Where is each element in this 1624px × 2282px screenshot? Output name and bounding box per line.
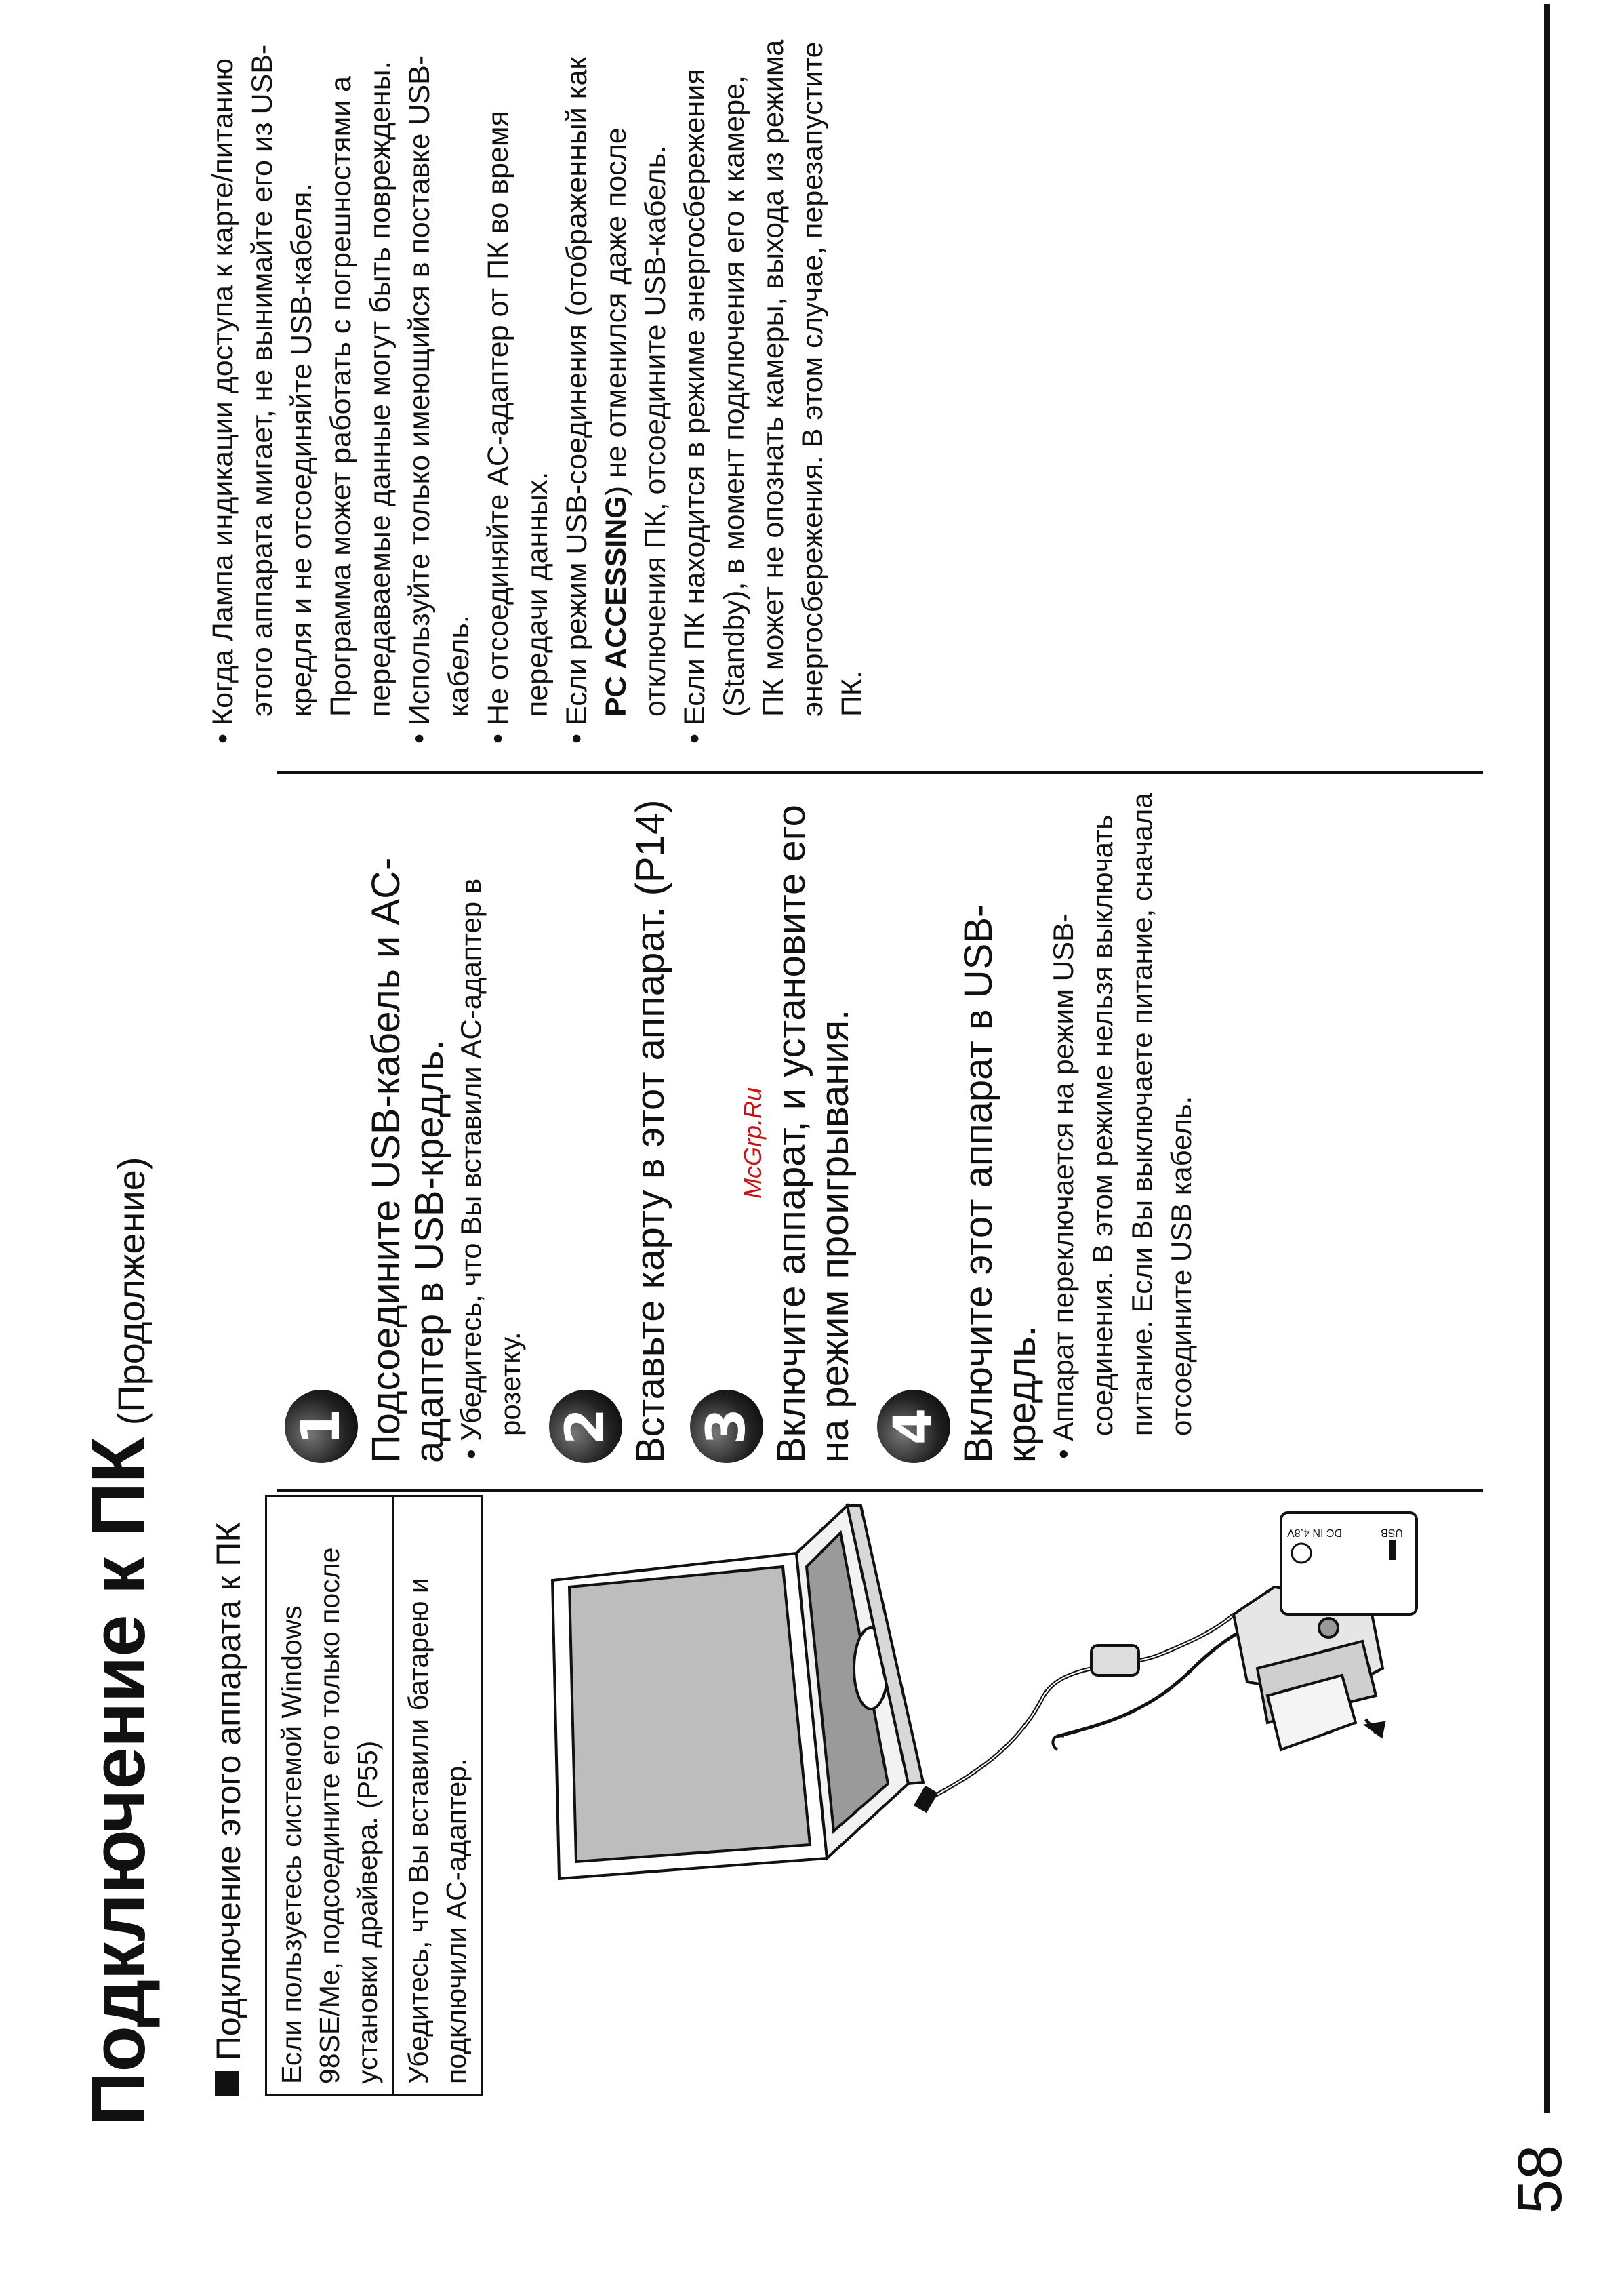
title-subtitle: (Продолжение)	[110, 1157, 153, 1426]
note-box-cell: Если пользуетесь системой Windows 98SE/Me, подсоедините его только после установки драйвера. (P55)	[276, 1547, 383, 2084]
ferrite-core	[1091, 1645, 1139, 1675]
note-item	[557, 35, 675, 746]
connection-illustration	[529, 1492, 1423, 2102]
page-title	[75, 1157, 162, 2126]
step-number-icon: 4	[877, 1390, 950, 1463]
step-text: Вставьте карту в этот аппарат. (P14)	[628, 799, 672, 1463]
note-text: ) не отменился даже после отключения ПК, отсоедините USB-кабель.	[600, 127, 672, 717]
step-text: Подсоедините USB-кабель и AC-адаптер в USB-кредль.	[364, 857, 451, 1463]
note-text: Если режим USB-соединения (отображенный как	[561, 56, 593, 725]
step-number-icon: 1	[285, 1390, 358, 1463]
step-3	[690, 792, 857, 1463]
footer-rule	[1544, 4, 1550, 2113]
sidebar	[207, 1499, 483, 2096]
step-4	[877, 792, 1201, 1463]
laptop-image	[552, 1506, 923, 1879]
step-1	[285, 792, 530, 1463]
ac-cable	[1057, 1628, 1247, 1736]
note-item: • Используйте только имеющийся в поставке USB-кабель.	[400, 35, 479, 746]
usb-plug	[914, 1786, 938, 1813]
note-box-cell: Убедитесь, что Вы вставили батарею и подключили AC-адаптер.	[392, 1497, 481, 2094]
note-item: • Когда Лампа индикации доступа к карте/питанию этого аппарата мигает, не вынимайте его из USB-кредля и не отсоединяйте USB-кабеля. Программа может работать с погрешностями а передаваемые данные могут быть повреждены.	[203, 35, 400, 746]
title-main: Подключение к ПК	[76, 1437, 161, 2126]
step-number-icon: 3	[690, 1390, 763, 1463]
note-item: • Не отсоединяйте AC-адаптер от ПК во время передачи данных.	[479, 35, 557, 746]
square-bullet-icon	[215, 2071, 239, 2096]
column-divider	[277, 771, 1483, 774]
step-text: Включите этот аппарат в USB-кредль.	[956, 904, 1044, 1463]
step-bullet: • Аппарат переключается на режим USB-соединения. В этом режиме нельзя выключать питание. Если Вы выключаете питание, сначала отсоедините USB кабель.	[1044, 792, 1201, 1463]
sidebar-heading-text: Подключение этого аппарата к ПК	[209, 1522, 247, 2060]
note-item: • Если ПК находится в режиме энергосбережения (Standby), в момент подключения его к камере, ПК может не опознать камеры, выхода из режима энергосбережения. В этом случае, перезапустите ПК.	[675, 35, 872, 746]
step-2	[549, 792, 672, 1463]
notes-column	[203, 35, 872, 746]
steps-column	[285, 792, 1201, 1463]
port-label-plate	[1281, 1513, 1417, 1614]
step-text: Включите аппарат, и установите его на режим проигрывания.	[769, 805, 857, 1463]
page-number: 58	[1505, 2144, 1575, 2214]
port-label-usb: USB	[1381, 1527, 1403, 1538]
step-bullet: • Убедитесь, что Вы вставили AC-адаптер в розетку.	[451, 792, 530, 1463]
step-number-icon: 2	[549, 1390, 622, 1463]
sidebar-heading	[207, 1499, 250, 2096]
port-label-dc: DC IN 4.8V	[1287, 1527, 1342, 1538]
watermark: McGrp.Ru	[739, 1087, 767, 1199]
note-box	[265, 1495, 483, 2096]
pc-accessing-label: PC ACCESSING	[600, 496, 632, 717]
